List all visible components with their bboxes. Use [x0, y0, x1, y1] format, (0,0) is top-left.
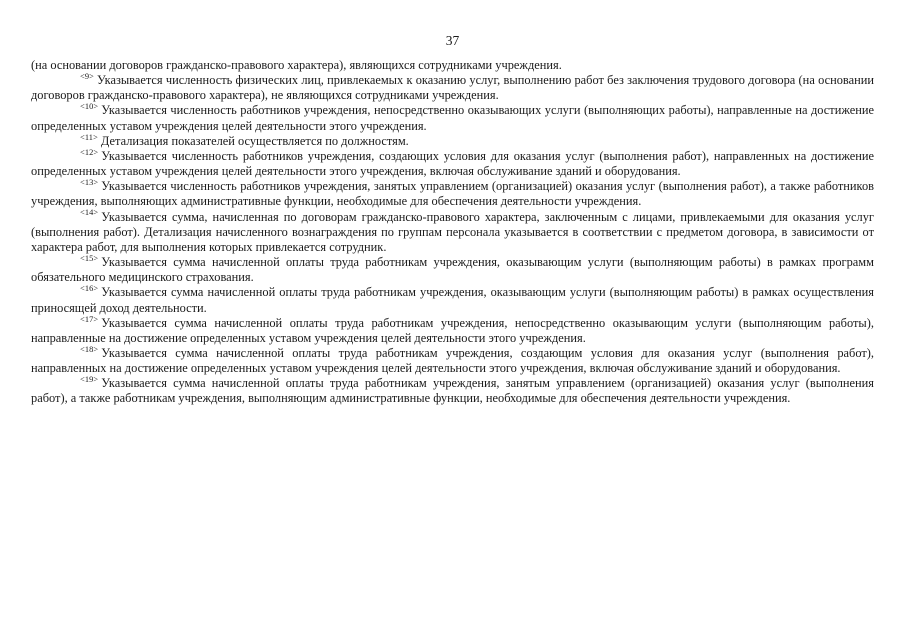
footnote-15 [31, 255, 874, 285]
footnote-marker-15: <15> [80, 253, 99, 263]
footnote-marker-16: <16> [80, 284, 99, 294]
footnote-19 [31, 376, 874, 406]
footnote-marker-11: <11> [80, 132, 98, 142]
footnote-marker-18: <18> [80, 344, 99, 354]
footnote-marker-17: <17> [80, 314, 99, 324]
footnote-9 [31, 73, 874, 103]
footnote-12 [31, 149, 874, 179]
footnote-marker-14: <14> [80, 208, 99, 218]
footnote-marker-13: <13> [80, 178, 99, 188]
footnote-text-16: Указывается сумма начисленной оплаты труда работникам учреждения, оказывающим услуги (выполняющим работы) в рамках осуществления приносящей доход деятельности. [31, 285, 874, 315]
footnote-text-17: Указывается сумма начисленной оплаты труда работникам учреждения, непосредственно оказывающим услуги (выполняющим работы), направленные на достижение определенных уставом учреждения целей деятельности этого учреждения. [31, 315, 874, 345]
footnote-text-12: Указывается численность работников учреждения, создающих условия для оказания услуг (выполнения работ), направленных на достижение определенных уставом учреждения целей деятельности этого учреждения, включая обслуживание зданий и оборудования. [31, 148, 874, 179]
footnote-marker-19: <19> [80, 375, 99, 385]
footnote-marker-10: <10> [80, 102, 99, 112]
footnote-10 [31, 103, 874, 133]
footnote-text-9: Указывается численность физических лиц, привлекаемых к оказанию услуг, выполнению работ без заключения трудового договора (на основании договоров гражданско-правового характера), не являющихся сотрудниками учреждения. [31, 73, 874, 103]
footnote-14 [31, 210, 874, 255]
footnote-text-18: Указывается сумма начисленной оплаты труда работникам учреждения, создающим условия для оказания услуг (выполнения работ), направленных на достижение определенных уставом учреждения целей деятельности этого учреждения, включая обслуживание зданий и оборудования. [31, 345, 874, 376]
footnote-text-11: Детализация показателей осуществляется по должностям. [100, 133, 409, 148]
footnote-11 [31, 134, 874, 149]
document-body [31, 58, 874, 407]
footnote-marker-9: <9> [80, 72, 94, 82]
page-number: 37 [445, 33, 460, 48]
footnote-13 [31, 179, 874, 209]
footnote-text-19: Указывается сумма начисленной оплаты труда работникам учреждения, занятым управлением (организацией) оказания услуг (выполнения работ), а также работникам учреждения, выполняющим административные функции, необходимые для обеспечения деятельности учреждения. [31, 376, 874, 406]
footnote-text-13: Указывается численность работников учреждения, занятых управлением (организацией) оказания услуг (выполнения работ), а также работников учреждения, выполняющих административные функции, необходимые для обеспечения деятельности учреждения. [31, 179, 874, 209]
footnote-17 [31, 316, 874, 346]
footnote-18 [31, 346, 874, 376]
footnote-16 [31, 285, 874, 315]
footnote-text-15: Указывается сумма начисленной оплаты труда работникам учреждения, оказывающим услуги (выполняющим работы) в рамках программ обязательного медицинского страхования. [31, 255, 874, 285]
continuation-paragraph: (на основании договоров гражданско-правового характера), являющихся сотрудниками учреждения. [31, 58, 562, 72]
footnote-text-14: Указывается сумма, начисленная по договорам гражданско-правового характера, заключенным с лицами, привлекаемыми для оказания услуг (выполнения работ). Детализация начисленного вознаграждения по группам персонала указывается в соответствии с предметом договора, в зависимости от характера работ, для выполнения которых привлекается сотрудник. [31, 209, 874, 254]
footnote-marker-12: <12> [80, 147, 99, 157]
footnote-text-10: Указывается численность работников учреждения, непосредственно оказывающих услуги (выполняющих работы), направленные на достижение определенных уставом учреждения целей деятельности этого учреждения. [31, 103, 874, 133]
